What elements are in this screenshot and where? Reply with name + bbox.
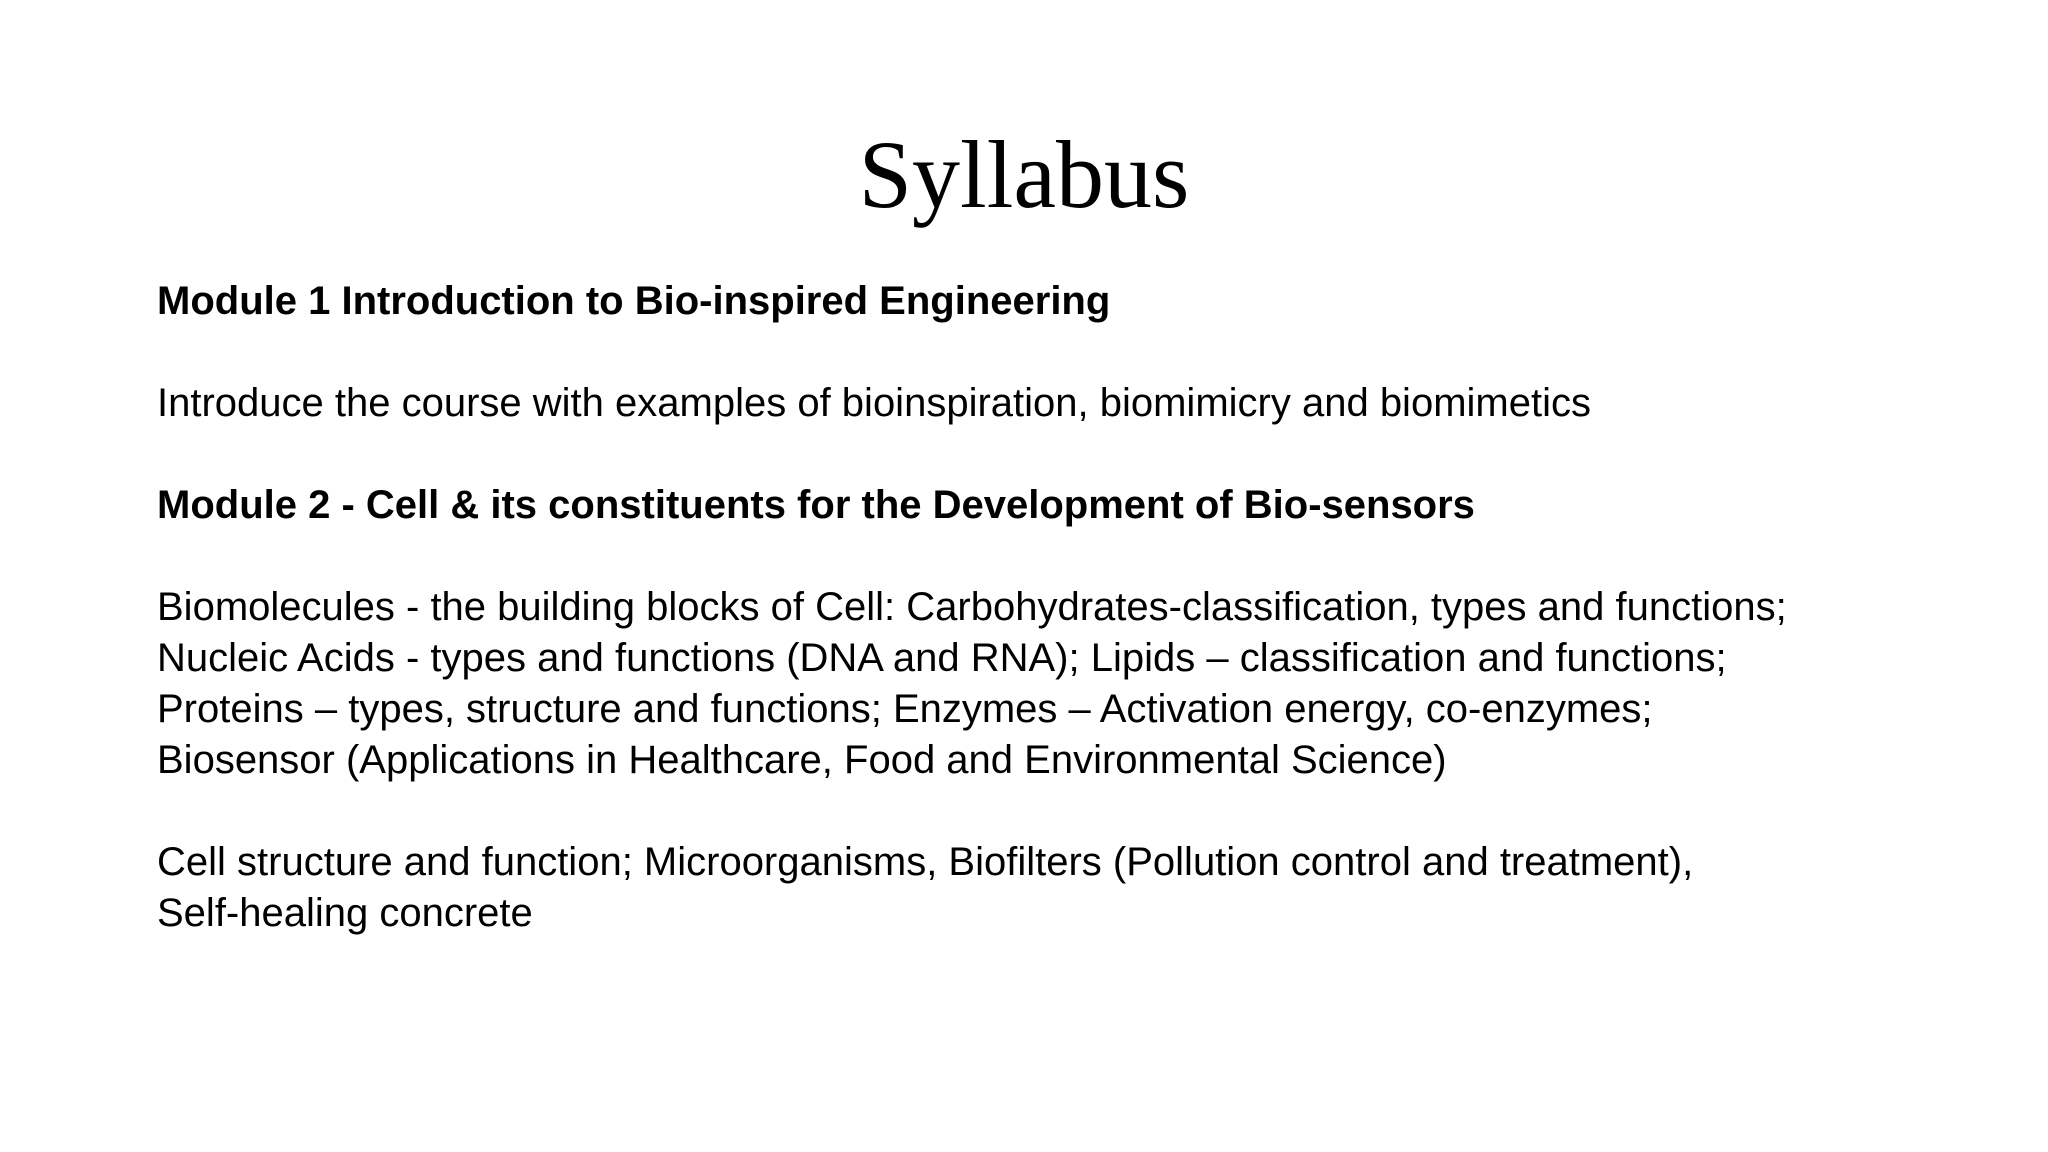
spacer <box>157 531 1997 582</box>
module-2-paragraph-1 <box>157 582 1997 786</box>
module-1-description: Introduce the course with examples of bioinspiration, biomimicry and biomimetics <box>157 381 1591 425</box>
module-2-paragraph-2 <box>157 837 1997 939</box>
text-line: Biomolecules - the building blocks of Cell: Carbohydrates-classification, types and functions; <box>157 585 1787 629</box>
spacer <box>157 786 1997 837</box>
spacer <box>157 327 1997 378</box>
module-1-heading: Module 1 Introduction to Bio-inspired Engineering <box>157 279 1111 323</box>
text-line: Self-healing concrete <box>157 891 533 935</box>
module-2-heading: Module 2 - Cell & its constituents for the Development of Bio-sensors <box>157 483 1475 527</box>
slide-content <box>157 276 1997 939</box>
text-line: Proteins – types, structure and functions; Enzymes – Activation energy, co-enzymes; <box>157 687 1653 731</box>
text-line: Cell structure and function; Microorganisms, Biofilters (Pollution control and treatment), <box>157 840 1694 884</box>
slide-title: Syllabus <box>858 121 1190 228</box>
text-line: Nucleic Acids - types and functions (DNA and RNA); Lipids – classification and functions; <box>157 636 1727 680</box>
text-line: Biosensor (Applications in Healthcare, Food and Environmental Science) <box>157 738 1447 782</box>
spacer <box>157 429 1997 480</box>
